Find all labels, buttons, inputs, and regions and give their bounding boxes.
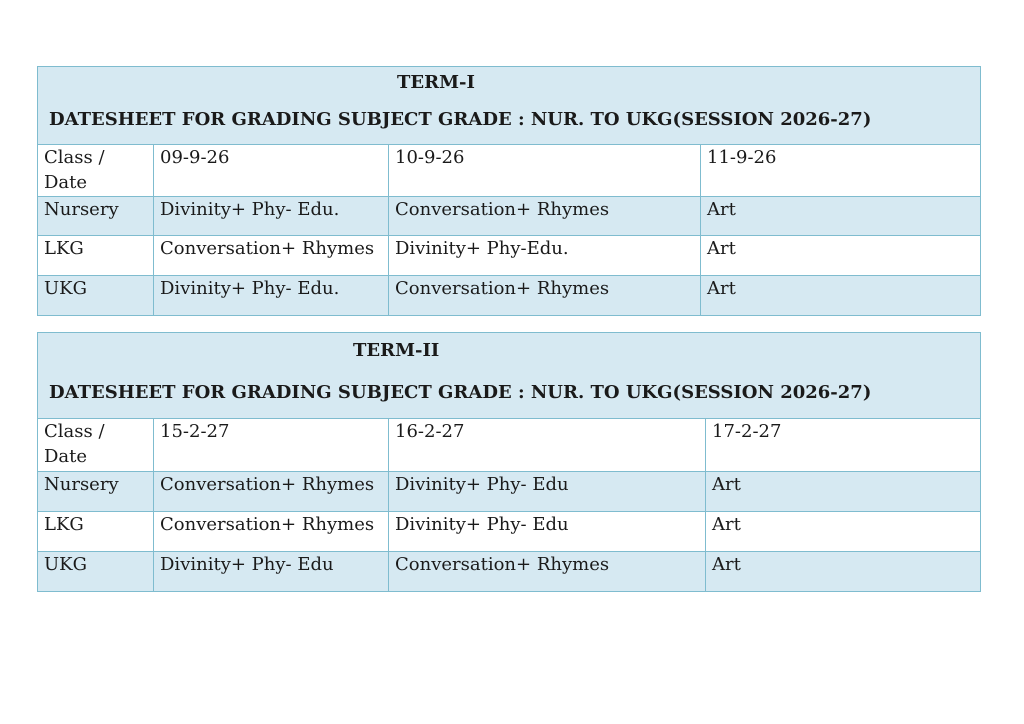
term-2-lkg-subject-3: Art <box>706 512 981 552</box>
term-1-ukg-subject-3: Art <box>701 276 981 316</box>
term-2-date-2: 16-2-27 <box>389 419 706 472</box>
term-2-ukg-subject-3: Art <box>706 552 981 592</box>
term-1-label: TERM-I <box>397 72 475 93</box>
term-2-ukg-subject-1: Divinity+ Phy- Edu <box>154 552 389 592</box>
term-2-lkg-subject-1: Conversation+ Rhymes <box>154 512 389 552</box>
term-1-ukg-subject-2: Conversation+ Rhymes <box>389 276 701 316</box>
term-2-nursery-subject-2: Divinity+ Phy- Edu <box>389 472 706 512</box>
term-1-header-row <box>38 67 981 145</box>
term-2-header-row <box>38 333 981 419</box>
term-1-ukg-subject-1: Divinity+ Phy- Edu. <box>154 276 389 316</box>
term-1-class-date-header: Class / Date <box>38 145 154 197</box>
term-2-nursery-subject-3: Art <box>706 472 981 512</box>
term-2-class-date-header: Class / Date <box>38 419 154 472</box>
term-1-lkg-subject-2: Divinity+ Phy-Edu. <box>389 236 701 276</box>
term-1-date-header-row <box>38 145 981 197</box>
term-2-class-nursery: Nursery <box>38 472 154 512</box>
term-2-row-ukg <box>38 552 981 592</box>
term-1-nursery-subject-1: Divinity+ Phy- Edu. <box>154 197 389 236</box>
term-2-datesheet-table <box>37 332 981 592</box>
term-2-nursery-subject-1: Conversation+ Rhymes <box>154 472 389 512</box>
term-2-class-ukg: UKG <box>38 552 154 592</box>
term-2-row-lkg <box>38 512 981 552</box>
term-2-header-cell <box>38 333 981 419</box>
term-2-date-1: 15-2-27 <box>154 419 389 472</box>
term-2-datesheet-title: DATESHEET FOR GRADING SUBJECT GRADE : NUR. TO UKG(SESSION 2026-27) <box>49 382 872 403</box>
term-2-date-3: 17-2-27 <box>706 419 981 472</box>
term-2-ukg-subject-2: Conversation+ Rhymes <box>389 552 706 592</box>
term-1-date-3: 11-9-26 <box>701 145 981 197</box>
term-2-date-header-row <box>38 419 981 472</box>
term-2-lkg-subject-2: Divinity+ Phy- Edu <box>389 512 706 552</box>
term-1-class-nursery: Nursery <box>38 197 154 236</box>
term-1-nursery-subject-2: Conversation+ Rhymes <box>389 197 701 236</box>
term-1-lkg-subject-3: Art <box>701 236 981 276</box>
term-1-row-nursery <box>38 197 981 236</box>
term-2-row-nursery <box>38 472 981 512</box>
term-2-label: TERM-II <box>353 340 440 361</box>
term-1-header-cell <box>38 67 981 145</box>
term-1-nursery-subject-3: Art <box>701 197 981 236</box>
term-1-date-2: 10-9-26 <box>389 145 701 197</box>
term-1-class-ukg: UKG <box>38 276 154 316</box>
term-1-datesheet-title: DATESHEET FOR GRADING SUBJECT GRADE : NUR. TO UKG(SESSION 2026-27) <box>49 109 872 130</box>
term-1-date-1: 09-9-26 <box>154 145 389 197</box>
term-1-class-lkg: LKG <box>38 236 154 276</box>
term-1-row-ukg <box>38 276 981 316</box>
term-2-class-lkg: LKG <box>38 512 154 552</box>
term-1-row-lkg <box>38 236 981 276</box>
term-1-datesheet-table <box>37 66 981 316</box>
term-1-lkg-subject-1: Conversation+ Rhymes <box>154 236 389 276</box>
